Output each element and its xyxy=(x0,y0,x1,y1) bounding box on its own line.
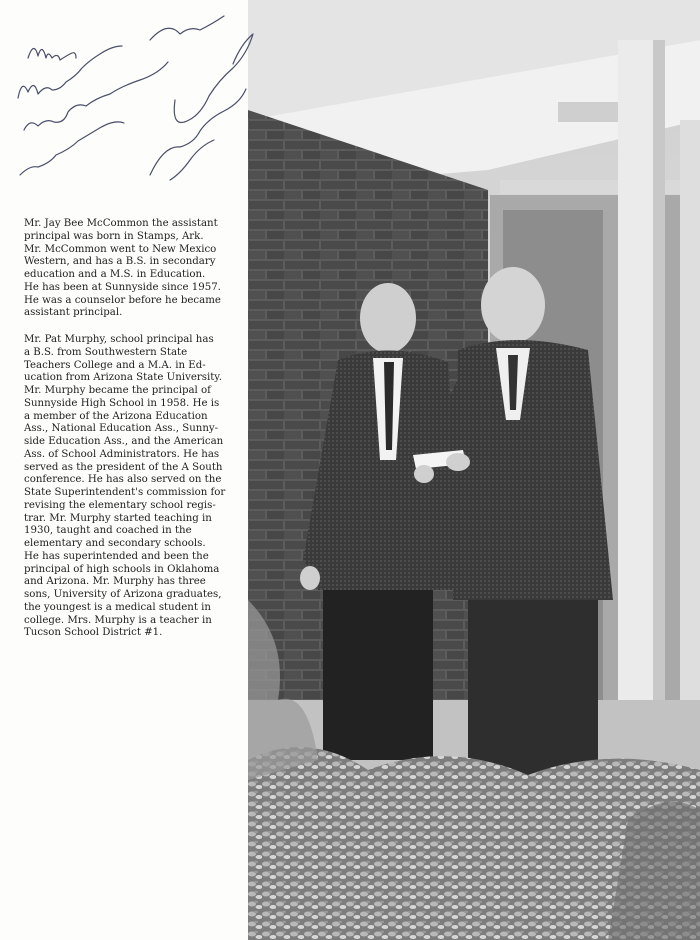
bio-paragraph-mccommon: Mr. Jay Bee McCommon the assistant principal was born in Stamps, Ark. Mr. McCommon went to New Mexico Western, and has a B.S. in secondary education and a M.S. in Education. He has been at Sunnyside since 1957. He was a counselor before he became assistant principal. xyxy=(24,218,221,319)
biography-text xyxy=(24,218,246,654)
principals-photo xyxy=(248,0,700,940)
bio-paragraph-murphy: Mr. Pat Murphy, school principal has a B.S. from Southwestern State Teachers College and a M.A. in Ed- ucation from Arizona State University. Mr. Murphy became the principal of Sunnyside High School in 1958. He is a member of the Arizona Education Ass., National Education Ass., Sunny- side Education Ass., and the American Ass. of School Administrators. He has served as the president of the A South conference. He has also served on the State Superintendent's commission for revising the elementary school regis- trar. Mr. Murphy started teaching in 1930, taught and coached in the elementary and secondary schools. He has superintended and been the principal of high schools in Oklahoma and Arizona. Mr. Murphy has three sons, University of Arizona graduates, the youngest is a medical student in college. Mrs. Murphy is a teacher in Tucson School District #1. xyxy=(24,334,226,639)
handwritten-autograph xyxy=(0,0,260,210)
